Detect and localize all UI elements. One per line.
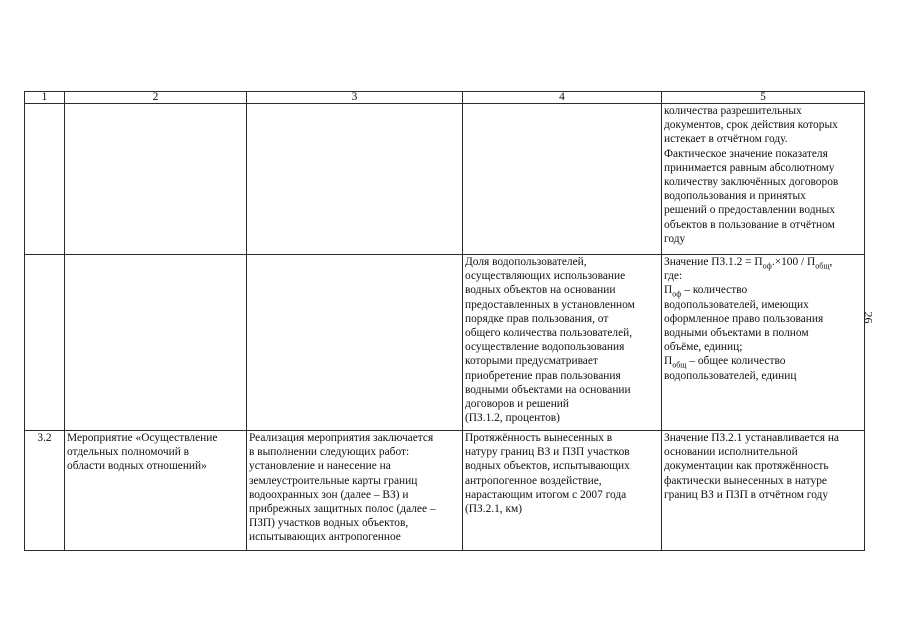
header-cell-2: 2 — [65, 92, 247, 104]
text-line: фактически вынесенных в натуре — [664, 474, 827, 487]
text-line: приобретение прав пользования — [465, 369, 621, 382]
row-c-number: 3.2 — [25, 431, 65, 551]
row-b-cell-5 — [662, 255, 865, 431]
formula-prefix: Значение ПЗ.1.2 = П — [664, 256, 763, 268]
row-a-cell-2 — [65, 104, 247, 255]
def2-sub: общ — [672, 360, 687, 370]
text-line: Протяжённость вынесенных в — [465, 432, 613, 444]
text-line: области водных отношений» — [67, 460, 207, 473]
text-line: установление и нанесение на — [249, 460, 391, 473]
text-line: водными объектами на основании — [465, 383, 631, 396]
header-cell-1: 1 — [25, 92, 65, 104]
header-cell-4: 4 — [463, 92, 662, 104]
text-line: количества разрешительных — [664, 105, 802, 117]
row-a-cell-3 — [247, 104, 463, 255]
text-line: предоставленных в установленном — [465, 298, 635, 311]
where-line: где: — [664, 270, 683, 283]
def1-symbol: П — [664, 284, 673, 297]
text-line: оформленное право пользования — [664, 312, 824, 325]
text-line: водными объектами в полном — [664, 327, 809, 340]
def2-text: – общее количество — [686, 355, 786, 368]
text-line: истекает в отчётном году. — [664, 133, 788, 146]
text-line: порядке прав пользования, от — [465, 312, 609, 325]
table-row — [25, 104, 865, 255]
row-b-cell-2 — [65, 255, 247, 431]
table-row — [25, 431, 865, 551]
header-cell-5: 5 — [662, 92, 865, 104]
row-a-cell-1 — [25, 104, 65, 255]
text-line: количеству заключённых договоров — [664, 176, 839, 189]
def1-text: – количество — [681, 284, 748, 297]
text-line: испытывающих антропогенное — [249, 531, 401, 544]
text-line: водопользователей, единиц — [664, 369, 797, 382]
text-line: Доля водопользователей, — [465, 256, 587, 268]
row-c-cell-5 — [662, 431, 865, 551]
text-line: основании исполнительной — [664, 446, 798, 459]
text-line: натуру границ ВЗ и ПЗП участков — [465, 446, 630, 459]
definition-2-line — [664, 354, 862, 368]
text-line: объёме, единиц; — [664, 341, 743, 354]
text-line: документации как протяжённость — [664, 460, 829, 473]
text-line: Реализация мероприятия заключается — [249, 432, 434, 444]
row-a-cell-4 — [463, 104, 662, 255]
row-b-cell-1 — [25, 255, 65, 431]
text-line: решений о предоставлении водных — [664, 204, 835, 217]
text-line: Мероприятие «Осуществление — [67, 432, 218, 444]
text-line: водопользования и принятых — [664, 190, 806, 203]
text-line: Значение ПЗ.2.1 устанавливается на — [664, 432, 839, 444]
text-line: водоохранных зон (далее – ВЗ) и — [249, 488, 409, 501]
def1-sub: оф — [672, 289, 682, 299]
text-line: ПЗП) участков водных объектов, — [249, 517, 409, 530]
header-cell-3: 3 — [247, 92, 463, 104]
text-line: антропогенное воздействие, — [465, 474, 602, 487]
text-line: договоров и решений — [465, 398, 569, 411]
formula-suffix: , — [829, 256, 833, 268]
text-line: документов, срок действия которых — [664, 119, 838, 132]
row-b-cell-4 — [463, 255, 662, 431]
row-a-cell-5 — [662, 104, 865, 255]
table-row — [25, 255, 865, 431]
row-c-cell-3 — [247, 431, 463, 551]
text-line: нарастающим итогом с 2007 года — [465, 488, 627, 501]
text-line: (ПЗ.1.2, процентов) — [465, 412, 560, 425]
page-number: 26 — [861, 311, 876, 324]
row-b-cell-3 — [247, 255, 463, 431]
text-line: (ПЗ.2.1, км) — [465, 503, 523, 516]
text-line: принимается равным абсолютному — [664, 161, 835, 174]
text-line: в выполнении следующих работ: — [249, 446, 410, 459]
text-line: Фактическое значение показателя — [664, 147, 828, 160]
text-line: прибрежных защитных полос (далее – — [249, 503, 436, 516]
formula-mid: .×100 / П — [771, 256, 816, 268]
text-line: общего количества пользователей, — [465, 327, 633, 340]
row-c-cell-2 — [65, 431, 247, 551]
formula-sub-2: общ — [815, 261, 830, 271]
text-line: землеустроительные карты границ — [249, 474, 418, 487]
text-line: водных объектов, испытывающих — [465, 460, 630, 473]
text-line: которыми предусматривает — [465, 355, 598, 368]
text-line: водных объектов на основании — [465, 284, 616, 297]
text-line: отдельных полномочий в — [67, 446, 190, 459]
definition-1-line — [664, 283, 862, 297]
text-line: году — [664, 232, 686, 245]
text-line: водопользователей, имеющих — [664, 298, 809, 311]
formula-line — [664, 255, 862, 269]
text-line: осуществляющих использование — [465, 270, 626, 283]
text-line: объектов в пользование в отчётном — [664, 218, 835, 231]
text-line: границ ВЗ и ПЗП в отчётном году — [664, 488, 829, 501]
formula-sub-1: оф — [762, 261, 772, 271]
table-header-row — [25, 92, 865, 104]
indicators-table — [24, 91, 865, 551]
row-c-cell-4 — [463, 431, 662, 551]
text-line: осуществление водопользования — [465, 341, 625, 354]
def2-symbol: П — [664, 355, 673, 368]
